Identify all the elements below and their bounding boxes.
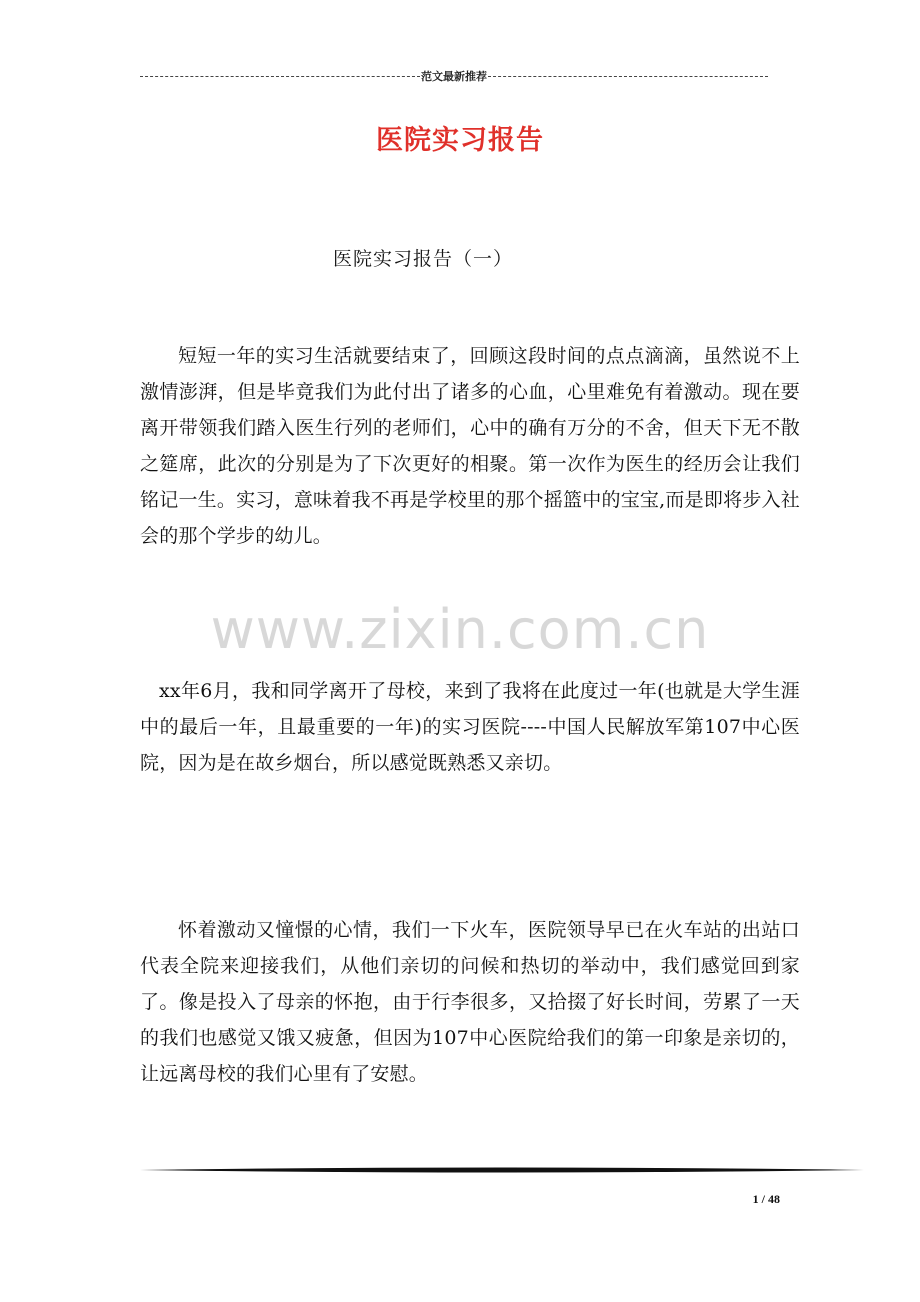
watermark: www.zixin.com.cn	[210, 598, 710, 661]
header-dash-right	[488, 76, 768, 77]
header-label: 范文最新推荐	[421, 70, 487, 83]
document-title: 医院实习报告	[376, 125, 544, 156]
footer-rule	[140, 1166, 864, 1174]
paragraph-3: 怀着激动又憧憬的心情，我们一下火车，医院领导早已在火车站的出站口代表全院来迎接我们，从他们亲切的问候和热切的举动中，我们感觉回到家了。像是投入了母亲的怀抱，由于行李很多，又拾掇了好长时间，劳累了一天的我们也感觉又饿又疲惫，但因为107中心医院给我们的第一印象是亲切的，让远离母校的我们心里有了安慰。	[140, 919, 800, 1085]
page-header	[140, 68, 768, 84]
paragraph-1: 短短一年的实习生活就要结束了，回顾这段时间的点点滴滴，虽然说不上激情澎湃，但是毕竟我们为此付出了诸多的心血，心里难免有着激动。现在要离开带领我们踏入医生行列的老师们，心中的确有万分的不舍，但天下无不散之筵席，此次的分别是为了下次更好的相聚。第一次作为医生的经历会让我们铭记一生。实习，意味着我不再是学校里的那个摇篮中的宝宝,而是即将步入社会的那个学步的幼儿。	[140, 345, 800, 547]
page-number: 1 / 48	[752, 1192, 780, 1206]
section-heading: 医院实习报告（一）	[333, 248, 514, 270]
header-dash-left	[140, 76, 420, 77]
paragraph-2: xx年6月，我和同学离开了母校，来到了我将在此度过一年(也就是大学生涯中的最后一年，且最重要的一年)的实习医院----中国人民解放军第107中心医院，因为是在故乡烟台，所以感觉既熟悉又亲切。	[140, 680, 800, 774]
